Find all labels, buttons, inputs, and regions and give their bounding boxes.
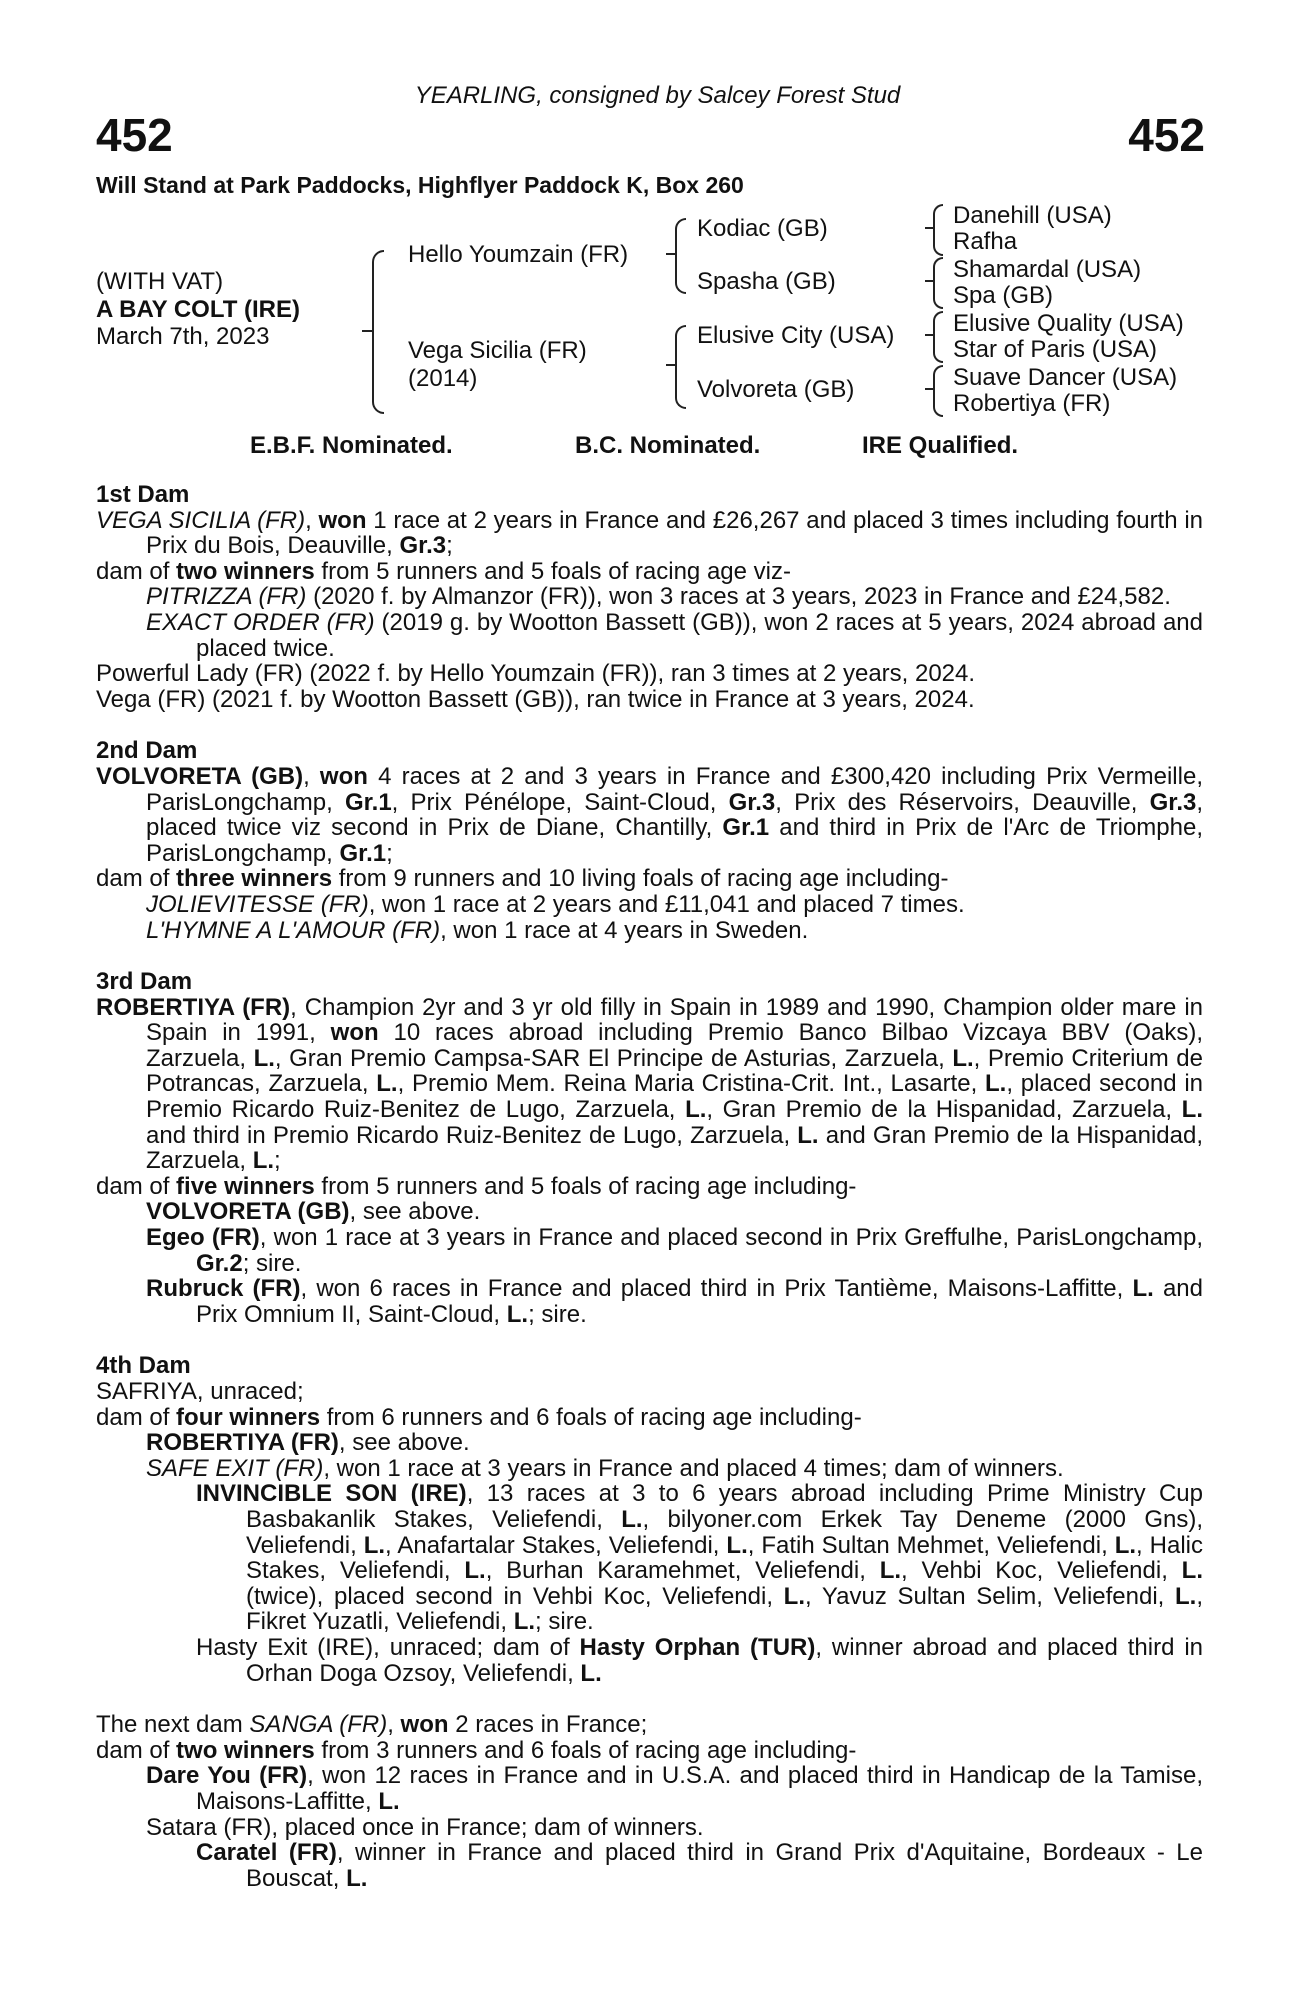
pedigree-ggs-7: Suave Dancer (USA) xyxy=(953,364,1178,391)
text-run: dam of xyxy=(96,1736,177,1764)
pedigree-brace-dam xyxy=(675,325,686,409)
pedigree-dam-year: (2014) xyxy=(408,365,478,392)
text-run: from 5 runners and 5 foals of racing age including- xyxy=(314,1172,857,1200)
text-run: from 5 runners and 5 foals of racing age viz- xyxy=(314,557,791,585)
pedigree-sire-sire: Kodiac (GB) xyxy=(697,215,828,242)
text-run: VOLVORETA (GB) xyxy=(146,1198,350,1226)
text-run: and third in Prix de l'Arc de Triomphe, ParisLongchamp, xyxy=(146,814,1203,867)
text-run: L. xyxy=(376,1070,398,1098)
text-run: , Anafartalar Stakes, Veliefendi, xyxy=(385,1531,727,1559)
text-run: Gr.3 xyxy=(399,532,447,560)
pedigree-brace-gg1 xyxy=(933,204,943,256)
second-dam-heading: 2nd Dam xyxy=(96,737,198,765)
text-run: 2 races in France; xyxy=(448,1711,648,1739)
second-dam-racing-record xyxy=(96,764,1203,866)
first-dam-produce-exact-order xyxy=(146,610,1203,661)
text-run: (2019 g. by Wootton Bassett (GB)), won 2 races at 5 years, 2024 abroad and placed twice. xyxy=(196,608,1204,662)
next-dam-record xyxy=(96,1712,1203,1738)
pedigree-ggs-4: Spa (GB) xyxy=(953,282,1054,309)
fourth-dam-produce-summary xyxy=(96,1405,1203,1431)
text-run: ROBERTIYA (FR) xyxy=(146,1429,339,1457)
pedigree-brace-dam-tip xyxy=(666,364,676,366)
pedigree-brace-gg4 xyxy=(933,365,943,417)
pedigree-brace-gg3-tip xyxy=(925,334,935,336)
fourth-dam-produce-safe-exit xyxy=(146,1456,1203,1482)
text-run: , Premio Criterium de Potrancas, Zarzuela, xyxy=(146,1044,1204,1098)
text-run: from 3 runners and 6 foals of racing age including- xyxy=(314,1736,857,1764)
text-run: , xyxy=(303,762,320,790)
third-dam-racing-record xyxy=(96,995,1203,1174)
horse-name: A BAY COLT (IRE) xyxy=(96,296,301,323)
text-run: , see above. xyxy=(338,1429,470,1457)
text-run: SANGA (FR) xyxy=(249,1711,388,1739)
text-run: L'HYMNE A L'AMOUR (FR) xyxy=(146,916,441,944)
first-dam-produce-vega xyxy=(96,687,1203,713)
fourth-dam-heading: 4th Dam xyxy=(96,1352,191,1380)
text-run: , winner in France and placed third in Grand Prix d'Aquitaine, Bordeaux - Le Bouscat, xyxy=(246,1839,1203,1892)
text-run: , Burhan Karamehmet, Veliefendi, xyxy=(485,1557,880,1585)
pedigree-dam-dam: Volvoreta (GB) xyxy=(697,376,855,403)
text-run: ; xyxy=(386,839,393,867)
text-run: L. xyxy=(984,1070,1007,1098)
first-dam-heading: 1st Dam xyxy=(96,481,190,508)
text-run: five winners xyxy=(176,1172,315,1200)
text-run: ; xyxy=(274,1147,281,1175)
text-run: , 13 races at 3 to 6 years abroad including Prime Ministry Cup Basbakanlik Stakes, Veliefendi, xyxy=(246,1480,1204,1533)
text-run: L. xyxy=(513,1608,536,1636)
pedigree-dam-sire: Elusive City (USA) xyxy=(697,322,895,349)
text-run: ROBERTIYA (FR) xyxy=(96,993,291,1021)
pedigree-brace-sire-tip xyxy=(666,253,676,255)
text-run: ; sire. xyxy=(528,1300,587,1328)
ebf-nomination: E.B.F. Nominated. xyxy=(250,432,453,459)
text-run: L. xyxy=(253,1044,275,1072)
text-run: Hasty Exit (IRE), unraced; dam of xyxy=(196,1633,580,1661)
pedigree-brace-sire xyxy=(675,218,686,294)
text-run: , see above. xyxy=(349,1198,481,1226)
text-run: , won 1 race at 2 years and £11,041 and placed 7 times. xyxy=(368,890,965,918)
text-run: , won 12 races in France and in U.S.A. and placed third in Handicap de la Tamise, Maisons-Laffitte, xyxy=(196,1762,1203,1815)
text-run: won xyxy=(318,506,367,534)
foaling-date: March 7th, 2023 xyxy=(96,323,270,350)
text-run: PITRIZZA (FR) xyxy=(146,583,307,611)
text-run: (2020 f. by Almanzor (FR)), won 3 races at 3 years, 2023 in France and £24,582. xyxy=(306,583,1171,611)
pedigree-brace-main-tip xyxy=(362,330,372,332)
next-dam-produce-caratel xyxy=(196,1840,1203,1891)
text-run: L. xyxy=(1181,1096,1203,1124)
second-dam-produce-lhymne xyxy=(146,918,1203,944)
text-run: L. xyxy=(783,1582,805,1610)
first-dam-racing-record xyxy=(96,508,1203,559)
text-run: ; sire. xyxy=(535,1608,594,1636)
third-dam-produce-rubruck xyxy=(146,1276,1203,1327)
text-run: L. xyxy=(464,1557,486,1585)
text-run: L. xyxy=(1114,1531,1137,1559)
text-run: (twice), placed second in Vehbi Koc, Veliefendi, xyxy=(246,1582,784,1610)
text-run: dam of xyxy=(96,865,177,893)
produce-record xyxy=(96,482,1203,1891)
text-run: L. xyxy=(621,1505,643,1533)
text-run: Vega (FR) (2021 f. by Wootton Bassett (GB)), ran twice in France at 3 years, 2024. xyxy=(96,685,975,713)
text-run: and third in Premio Ricardo Ruiz-Benitez de Lugo, Zarzuela, xyxy=(146,1121,798,1149)
pedigree-ggs-2: Rafha xyxy=(953,228,1018,255)
pedigree-ggs-5: Elusive Quality (USA) xyxy=(953,310,1184,337)
text-run: won xyxy=(400,1711,449,1739)
text-run: two winners xyxy=(176,1736,315,1764)
text-run: L. xyxy=(797,1121,819,1149)
ire-qualification: IRE Qualified. xyxy=(862,432,1019,459)
text-run: , Fatih Sultan Mehmet, Veliefendi, xyxy=(747,1531,1115,1559)
text-run: SAFRIYA, unraced; xyxy=(96,1378,304,1405)
text-run: , Gran Premio Campsa-SAR El Principe de Asturias, Zarzuela, xyxy=(274,1044,953,1072)
text-run: L. xyxy=(726,1531,748,1559)
text-run: , won 6 races in France and placed third in Prix Tantième, Maisons-Laffitte, xyxy=(300,1275,1133,1303)
pedigree-sire-dam: Spasha (GB) xyxy=(697,268,836,295)
text-run: , Champion 2yr and 3 yr old filly in Spain in 1989 and 1990, Champion older mare in Spain in 1991, xyxy=(146,993,1204,1047)
text-run: , bilyoner.com Erkek Tay Deneme (2000 Gns), Veliefendi, xyxy=(246,1505,1203,1559)
first-dam-produce-pitrizza xyxy=(146,584,1203,610)
next-dam-produce-summary xyxy=(96,1738,1203,1764)
text-run: , Yavuz Sultan Selim, Veliefendi, xyxy=(805,1582,1175,1610)
text-run: INVINCIBLE SON (IRE) xyxy=(196,1480,467,1508)
text-run: Rubruck (FR) xyxy=(146,1275,301,1303)
text-run: The next dam xyxy=(96,1711,250,1739)
pedigree-brace-main xyxy=(372,250,384,414)
pedigree-ggs-3: Shamardal (USA) xyxy=(953,256,1142,283)
text-run: Satara (FR), placed once in France; dam of winners. xyxy=(146,1813,704,1841)
text-run: ; sire. xyxy=(242,1249,302,1277)
third-dam-produce-egeo xyxy=(146,1225,1203,1276)
text-run: dam of xyxy=(96,1172,177,1200)
text-run: L. xyxy=(346,1864,368,1892)
text-run: , Prix des Réservoirs, Deauville, xyxy=(775,788,1150,816)
pedigree-brace-gg2-tip xyxy=(925,280,935,282)
text-run: , won 1 race at 3 years in France and placed 4 times; dam of winners. xyxy=(323,1454,1064,1482)
text-run: , won 1 race at 3 years in France and placed second in Prix Greffulhe, ParisLongchamp, xyxy=(259,1224,1203,1252)
text-run: , Vehbi Koc, Veliefendi, xyxy=(901,1557,1182,1585)
fourth-dam-produce-hasty-exit xyxy=(196,1635,1203,1686)
text-run: ; xyxy=(446,532,453,560)
second-dam-produce-summary xyxy=(96,866,1203,892)
text-run: Gr.1 xyxy=(344,788,392,816)
third-dam-produce-summary xyxy=(96,1174,1203,1200)
pedigree-sire: Hello Youmzain (FR) xyxy=(408,241,629,268)
fourth-dam-racing-record xyxy=(96,1379,1203,1405)
bc-nomination: B.C. Nominated. xyxy=(575,432,761,459)
text-run: Dare You (FR) xyxy=(146,1762,308,1790)
text-run: EXACT ORDER (FR) xyxy=(146,608,375,636)
text-run: Gr.3 xyxy=(728,788,776,816)
stand-location: Will Stand at Park Paddocks, Highflyer Paddock K, Box 260 xyxy=(96,172,744,198)
text-run: Powerful Lady (FR) (2022 f. by Hello Youmzain (FR)), ran 3 times at 2 years, 2024. xyxy=(96,660,976,688)
text-run: and Gran Premio de la Hispanidad, Zarzuela, xyxy=(146,1121,1203,1175)
text-run: L. xyxy=(1175,1582,1197,1610)
text-run: , placed second in Premio Ricardo Ruiz-Benitez de Lugo, Zarzuela, xyxy=(146,1070,1203,1124)
text-run: dam of xyxy=(96,557,177,585)
text-run: L. xyxy=(580,1659,602,1687)
fourth-dam-produce-invincible-son xyxy=(196,1481,1203,1635)
text-run: , Premio Mem. Reina Maria Cristina-Crit. Int., Lasarte, xyxy=(397,1070,985,1098)
consignment-line: YEARLING, consigned by Salcey Forest Stud xyxy=(414,82,901,109)
text-run: Egeo (FR) xyxy=(146,1224,260,1252)
text-run: 4 races at 2 and 3 years in France and £300,420 including Prix Vermeille, ParisLongchamp, xyxy=(146,762,1203,816)
text-run: Hasty Orphan (TUR) xyxy=(579,1633,816,1661)
third-dam-heading: 3rd Dam xyxy=(96,968,193,996)
text-run: , Gran Premio de la Hispanidad, Zarzuela, xyxy=(706,1096,1182,1124)
text-run: four winners xyxy=(176,1403,321,1431)
text-run: , xyxy=(305,506,319,534)
text-run: , Halic Stakes, Veliefendi, xyxy=(246,1531,1203,1585)
next-dam-produce-satara xyxy=(146,1815,1203,1841)
text-run: L. xyxy=(363,1531,386,1559)
lot-number-left: 452 xyxy=(96,109,173,161)
text-run: two winners xyxy=(176,557,315,585)
pedigree-brace-gg4-tip xyxy=(925,388,935,390)
text-run: 1 race at 2 years in France and £26,267 and placed 3 times including fourth in Prix du Bois, Deauville, xyxy=(146,506,1204,560)
lot-number-right: 452 xyxy=(1128,109,1205,161)
text-run: L. xyxy=(506,1300,529,1328)
text-run: , placed twice viz second in Prix de Diane, Chantilly, xyxy=(146,788,1204,842)
text-run: Caratel (FR) xyxy=(196,1839,337,1867)
text-run: L. xyxy=(879,1557,902,1585)
text-run: Gr.3 xyxy=(1149,788,1197,816)
text-run: from 9 runners and 10 living foals of racing age including- xyxy=(332,865,949,893)
vat-note: (WITH VAT) xyxy=(96,268,224,295)
pedigree-ggs-1: Danehill (USA) xyxy=(953,202,1112,229)
text-run: , xyxy=(387,1711,401,1739)
pedigree-dam: Vega Sicilia (FR) xyxy=(408,337,587,364)
text-run: and Prix Omnium II, Saint-Cloud, xyxy=(196,1275,1204,1328)
text-run: won xyxy=(330,1019,379,1047)
text-run: Gr.2 xyxy=(196,1249,243,1277)
text-run: VOLVORETA (GB) xyxy=(96,762,304,790)
fourth-dam-produce-robertiya xyxy=(146,1430,1203,1456)
pedigree-brace-gg2 xyxy=(933,257,943,309)
text-run: L. xyxy=(685,1096,707,1124)
first-dam-produce-summary xyxy=(96,559,1203,585)
text-run: three winners xyxy=(176,865,333,893)
next-dam-produce-dare-you xyxy=(146,1763,1203,1814)
text-run: VEGA SICILIA (FR) xyxy=(96,506,306,534)
text-run: JOLIEVITESSE (FR) xyxy=(146,890,369,918)
text-run: , Fikret Yuzatli, Veliefendi, xyxy=(246,1582,1203,1636)
text-run: won xyxy=(319,762,368,790)
first-dam-produce-powerful-lady xyxy=(96,661,1203,687)
third-dam-produce-volvoreta xyxy=(146,1199,1203,1225)
text-run: L. xyxy=(378,1787,400,1815)
pedigree-ggs-8: Robertiya (FR) xyxy=(953,390,1111,417)
text-run: SAFE EXIT (FR) xyxy=(146,1454,324,1482)
text-run: 10 races abroad including Premio Banco Bilbao Vizcaya BBV (Oaks), Zarzuela, xyxy=(146,1019,1204,1072)
pedigree-brace-gg1-tip xyxy=(925,227,935,229)
text-run: from 6 runners and 6 foals of racing age including- xyxy=(320,1403,862,1431)
text-run: , Prix Pénélope, Saint-Cloud, xyxy=(391,788,729,816)
text-run: L. xyxy=(1181,1557,1203,1585)
second-dam-produce-jolievitesse xyxy=(146,892,1203,918)
text-run: Gr.1 xyxy=(339,839,387,867)
text-run: L. xyxy=(252,1147,275,1175)
text-run: , won 1 race at 4 years in Sweden. xyxy=(440,916,809,944)
text-run: dam of xyxy=(96,1403,177,1431)
text-run: L. xyxy=(1132,1275,1154,1303)
text-run: L. xyxy=(952,1044,974,1072)
text-run: , winner abroad and placed third in Orhan Doga Ozsoy, Veliefendi, xyxy=(246,1633,1203,1687)
pedigree-ggs-6: Star of Paris (USA) xyxy=(953,336,1158,363)
text-run: Gr.1 xyxy=(722,814,770,842)
pedigree-brace-gg3 xyxy=(933,311,943,363)
